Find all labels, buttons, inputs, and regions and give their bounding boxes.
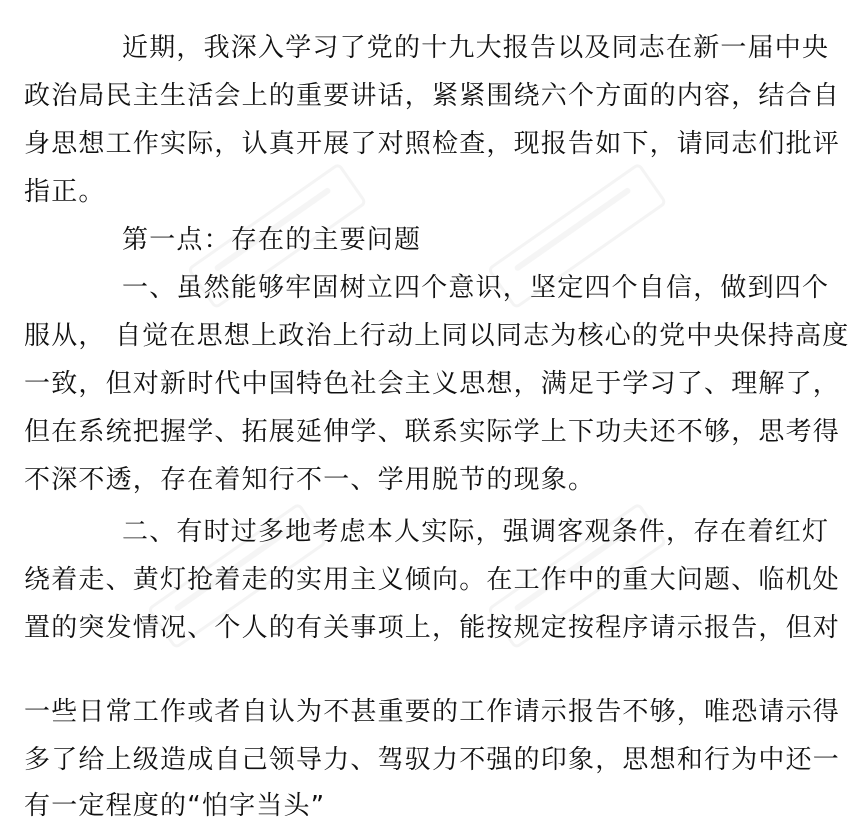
paragraph-line: 但在系统把握学、拓展延伸学、联系实际学上下功夫还不够，思考得 — [24, 417, 841, 447]
section-heading: 第一点：存在的主要问题 — [122, 225, 422, 255]
paragraph-line: 服从， 自觉在思想上政治上行动上同以同志为核心的党中央保持高度 — [24, 321, 849, 351]
paragraph-line: 近期，我深入学习了党的十九大报告以及同志在新一届中央 — [122, 33, 830, 63]
paragraph-line: 置的突发情况、个人的有关事项上，能按规定按程序请示报告，但对 — [24, 613, 841, 643]
paragraph-line: 指正。 — [24, 177, 106, 207]
paragraph-line: 一些日常工作或者自认为不甚重要的工作请示报告不够，唯恐请示得 — [24, 697, 841, 727]
paragraph-line: 二、有时过多地考虑本人实际，强调客观条件，存在着红灯 — [122, 517, 830, 547]
paragraph-line: 多了给上级造成自己领导力、驾驭力不强的印象，思想和行为中还一 — [24, 745, 841, 775]
paragraph-line: 一、虽然能够牢固树立四个意识，坚定四个自信，做到四个 — [122, 273, 830, 303]
paragraph-line: 一致，但对新时代中国特色社会主义思想，满足于学习了、理解了， — [24, 369, 841, 399]
paragraph-line: 政治局民主生活会上的重要讲话，紧紧围绕六个方面的内容，结合自 — [24, 81, 841, 111]
paragraph-line: 绕着走、黄灯抢着走的实用主义倾向。在工作中的重大问题、临机处 — [24, 565, 841, 595]
paragraph-line: 有一定程度的“怕字当头” — [24, 791, 326, 821]
paragraph-line: 身思想工作实际，认真开展了对照检查，现报告如下，请同志们批评 — [24, 129, 841, 159]
paragraph-line: 不深不透，存在着知行不一、学用脱节的现象。 — [24, 465, 596, 495]
